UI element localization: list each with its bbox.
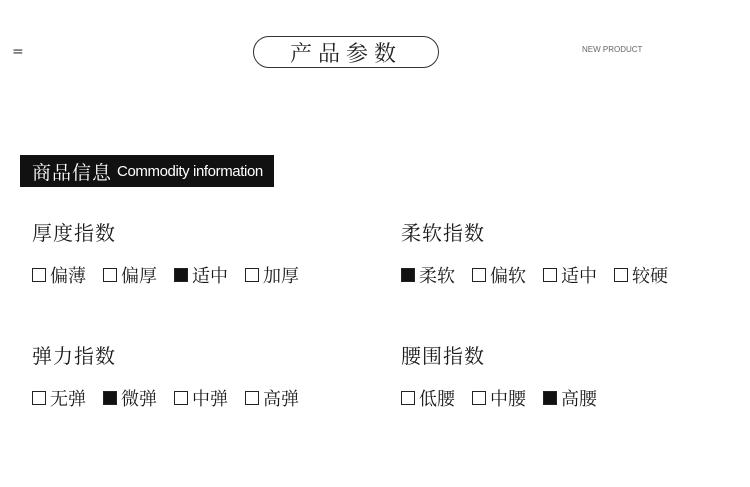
- checkbox-checked: [543, 391, 557, 405]
- corner-mark: =: [12, 44, 24, 60]
- checkbox: [32, 391, 46, 405]
- page-subtitle: NEW PRODUCT: [582, 45, 643, 54]
- option-low-waist: [401, 385, 455, 411]
- checkbox: [174, 391, 188, 405]
- checkbox: [472, 268, 486, 282]
- param-title: 弹力指数: [32, 344, 116, 368]
- option-label: 高腰: [561, 389, 597, 410]
- option-label: 偏软: [490, 266, 526, 287]
- checkbox: [32, 268, 46, 282]
- param-title: 厚度指数: [32, 221, 116, 245]
- param-title: 柔软指数: [401, 221, 485, 245]
- checkbox: [472, 391, 486, 405]
- section-banner: [20, 155, 274, 187]
- param-thickness: [32, 217, 316, 288]
- option-mid-waist: [472, 385, 526, 411]
- option-row: [401, 385, 614, 411]
- option-label: 高弹: [263, 389, 299, 410]
- option-label: 中弹: [192, 389, 228, 410]
- checkbox: [614, 268, 628, 282]
- option-label: 较硬: [632, 266, 668, 287]
- option-high-stretch: [245, 385, 299, 411]
- banner-title-cn: 商品信息: [32, 161, 113, 184]
- param-waist: [401, 340, 614, 411]
- option-extra-thick: [245, 262, 299, 288]
- option-soft: [401, 262, 455, 288]
- option-medium: [174, 262, 228, 288]
- checkbox: [401, 391, 415, 405]
- checkbox: [245, 268, 259, 282]
- option-hard: [614, 262, 668, 288]
- checkbox-checked: [103, 391, 117, 405]
- param-elasticity: [32, 340, 316, 411]
- option-label: 柔软: [419, 266, 455, 287]
- option-thick: [103, 262, 157, 288]
- option-label: 适中: [561, 266, 597, 287]
- option-label: 中腰: [490, 389, 526, 410]
- option-row: [32, 262, 316, 288]
- option-no-stretch: [32, 385, 86, 411]
- checkbox: [103, 268, 117, 282]
- option-label: 偏薄: [50, 266, 86, 287]
- checkbox: [543, 268, 557, 282]
- option-label: 低腰: [419, 389, 455, 410]
- option-thin: [32, 262, 86, 288]
- page-title: 产品参数: [253, 36, 439, 68]
- checkbox: [245, 391, 259, 405]
- option-slight-stretch: [103, 385, 157, 411]
- option-label: 无弹: [50, 389, 86, 410]
- checkbox-checked: [174, 268, 188, 282]
- option-row: [32, 385, 316, 411]
- option-label: 适中: [192, 266, 228, 287]
- option-label: 加厚: [263, 266, 299, 287]
- option-medium-stretch: [174, 385, 228, 411]
- option-high-waist: [543, 385, 597, 411]
- param-title: 腰围指数: [401, 344, 485, 368]
- option-label: 微弹: [121, 389, 157, 410]
- option-row: [401, 262, 685, 288]
- option-label: 偏厚: [121, 266, 157, 287]
- option-slightly-soft: [472, 262, 526, 288]
- option-medium: [543, 262, 597, 288]
- param-softness: [401, 217, 685, 288]
- banner-title-en: Commodity information: [117, 162, 263, 180]
- checkbox-checked: [401, 268, 415, 282]
